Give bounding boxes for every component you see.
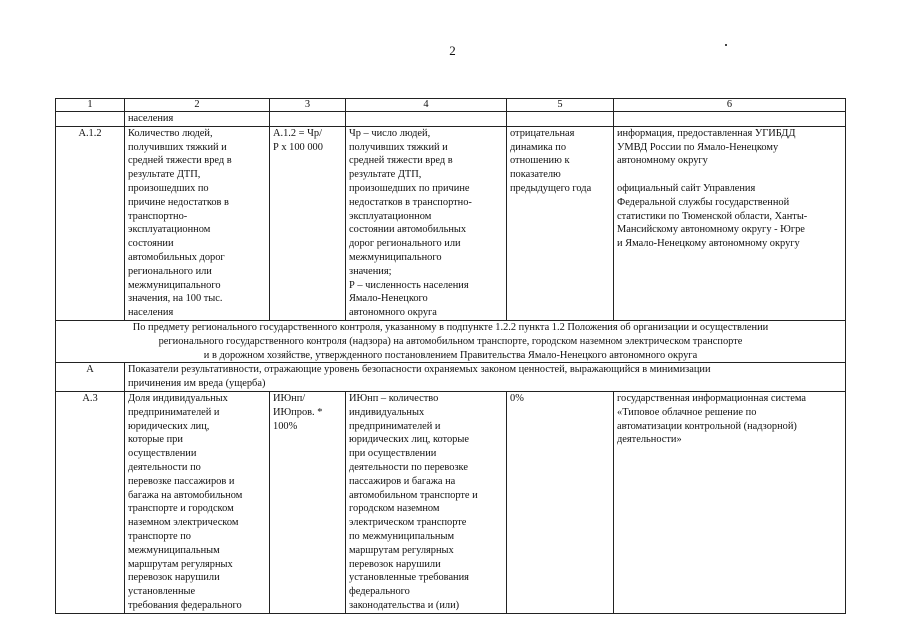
table-row-continued [56, 112, 846, 127]
indicators-table [55, 98, 846, 614]
column-number: 4 [346, 99, 507, 112]
table-row-a12 [56, 126, 846, 320]
indicator-code: А.1.2 [56, 126, 125, 320]
group-description: Показатели результативности, отражающие уровень безопасности охраняемых законом ценностей, выражающийся в минимизации причинения им вреда (ущерба) [125, 363, 846, 392]
target-value-cell: отрицательная динамика по отношению к показателю предыдущего года [507, 126, 614, 320]
formula-cell: А.1.2 = Чр/ Р х 100 000 [270, 126, 346, 320]
formula-cell: ИЮнп/ ИЮпров. * 100% [270, 391, 346, 613]
column-number: 2 [125, 99, 270, 112]
indicator-code: А.3 [56, 391, 125, 613]
formula-explanation-cell: ИЮнп – количество индивидуальных предпринимателей и юридических лиц, которые при осуществлении деятельности по перевозке пассажиров и багажа на автомобильном транспорте и городском наземном электрическом транспорте по межмуниципальным маршрутам регулярных перевозок нарушили установленные требования федерального законодательства и (или) [346, 391, 507, 613]
column-number: 1 [56, 99, 125, 112]
column-number-row [56, 99, 846, 112]
indicator-name-cell: населения [125, 112, 270, 127]
page-number: 2 [449, 43, 456, 58]
column-number: 3 [270, 99, 346, 112]
table-row-a [56, 363, 846, 392]
data-source-cell: информация, предоставленная УГИБДД УМВД России по Ямало-Ненецкому автономному округу официальный сайт Управления Федеральной службы государственной статистики по Тюменской области, Ханты- Мансийскому автономному округу - Югре и Ямало-Ненецкому автономному округу [614, 126, 846, 320]
target-value-cell: 0% [507, 391, 614, 613]
data-source-cell: государственная информационная система «Типовое облачное решение по автоматизации контрольной (надзорной) деятельности» [614, 391, 846, 613]
indicator-name-cell: Доля индивидуальных предпринимателей и юридических лиц, которые при осуществлении деятельности по перевозке пассажиров и багажа на автомобильном транспорте и городском наземном электрическом транспорте по межмуниципальным маршрутам регулярных перевозок нарушили установленные требования федерального [125, 391, 270, 613]
scan-speck [725, 44, 727, 46]
column-number: 6 [614, 99, 846, 112]
section-heading-row [56, 320, 846, 362]
indicator-code: А [56, 363, 125, 392]
section-heading: По предмету регионального государственного контроля, указанному в подпункте 1.2.2 пункта 1.2 Положения об организации и осуществлении регионального государственного контроля (надзора) на автомобильном транспорте, городском наземном электрическом транспорте и в дорожном хозяйстве, утвержденного постановлением Правительства Ямало-Ненецкого автономного округа [56, 320, 846, 362]
column-number: 5 [507, 99, 614, 112]
formula-explanation-cell: Чр – число людей, получивших тяжкий и средней тяжести вред в результате ДТП, произошедших по причине недостатков в транспортно- эксплуатационном состоянии автомобильных дорог регионального или межмуниципального значения; Р – численность населения Ямало-Ненецкого автономного округа [346, 126, 507, 320]
table-row-a3 [56, 391, 846, 613]
indicator-name-cell: Количество людей, получивших тяжкий и средней тяжести вред в результате ДТП, произошедших по причине недостатков в транспортно- эксплуатационном состоянии автомобильных дорог регионального или межмуниципального значения, на 100 тыс. населения [125, 126, 270, 320]
